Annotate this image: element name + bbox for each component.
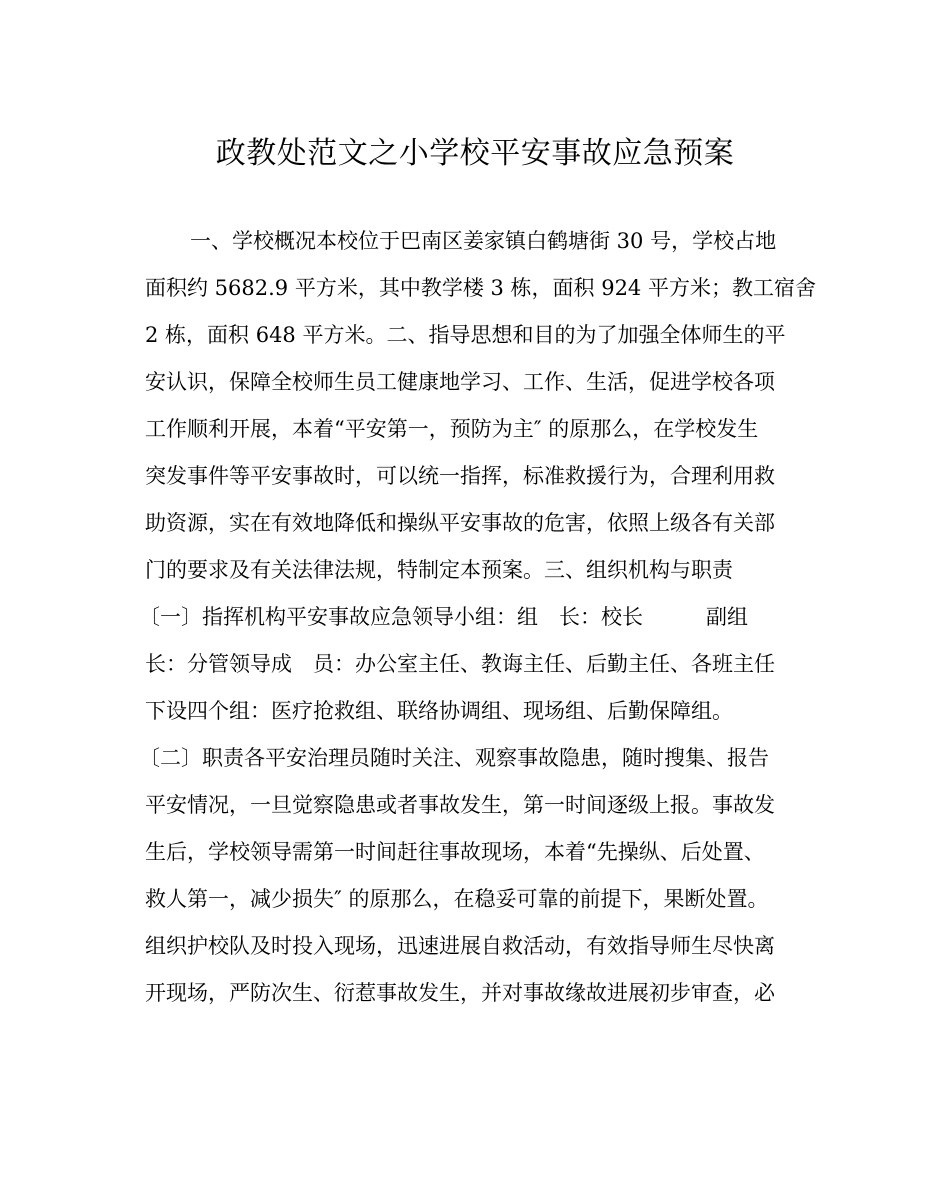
paragraph-line: 救人第一，减少损失″ 的原那么，在稳妥可靠的前提下，果断处置。 — [145, 887, 769, 911]
paragraph-line: 开现场，严防次生、衍惹事故发生，并对事故缘故进展初步审查，必 — [145, 981, 775, 1005]
paragraph-line: 安认识，保障全校师生员工健康地学习、工作、生活，促进学校各项 — [145, 370, 775, 394]
paragraph-line: 门的要求及有关法律法规，特制定本预案。三、组织机构与职责 — [145, 558, 733, 582]
paragraph-line: 突发事件等平安事故时，可以统一指挥，标准救援行为，合理利用救 — [145, 464, 775, 488]
paragraph-line: 组织护校队及时投入现场，迅速进展自救活动，有效指导师生尽快离 — [145, 934, 775, 958]
paragraph-line: 下设四个组：医疗抢救组、联络协调组、现场组、后勤保障组。 — [145, 699, 733, 723]
paragraph-line: 〔二〕职责各平安治理员随时关注、观察事故隐患，随时搜集、报告 — [139, 746, 769, 770]
paragraph-line: 助资源，实在有效地降低和操纵平安事故的危害，依照上级各有关部 — [145, 511, 775, 535]
paragraph-line: 〔一〕指挥机构平安事故应急领导小组：组 长：校长 副组 — [139, 605, 748, 629]
document-body — [139, 218, 816, 1017]
paragraph-line: 2 栋，面积 648 平方米。二、指导思想和目的为了加强全体师生的平 — [145, 323, 786, 347]
document-title: 政教处范文之小学校平安事故应急预案 — [215, 136, 735, 171]
paragraph-line: 生后，学校领导需第一时间赶往事故现场，本着“先操纵、后处置、 — [145, 840, 765, 864]
paragraph-line: 平安情况，一旦觉察隐患或者事故发生，第一时间逐级上报。事故发 — [145, 793, 775, 817]
paragraph-line: 一、学校概况本校位于巴南区姜家镇白鹤塘街 30 号，学校占地 — [190, 229, 777, 253]
paragraph-line: 面积约 5682.9 平方米，其中教学楼 3 栋，面积 924 平方米；教工宿舍 — [145, 276, 816, 300]
paragraph-line: 长：分管领导成 员：办公室主任、教诲主任、后勤主任、各班主任 — [145, 652, 775, 676]
paragraph-line: 工作顺利开展，本着“平安第一，预防为主″ 的原那么，在学校发生 — [145, 417, 759, 441]
